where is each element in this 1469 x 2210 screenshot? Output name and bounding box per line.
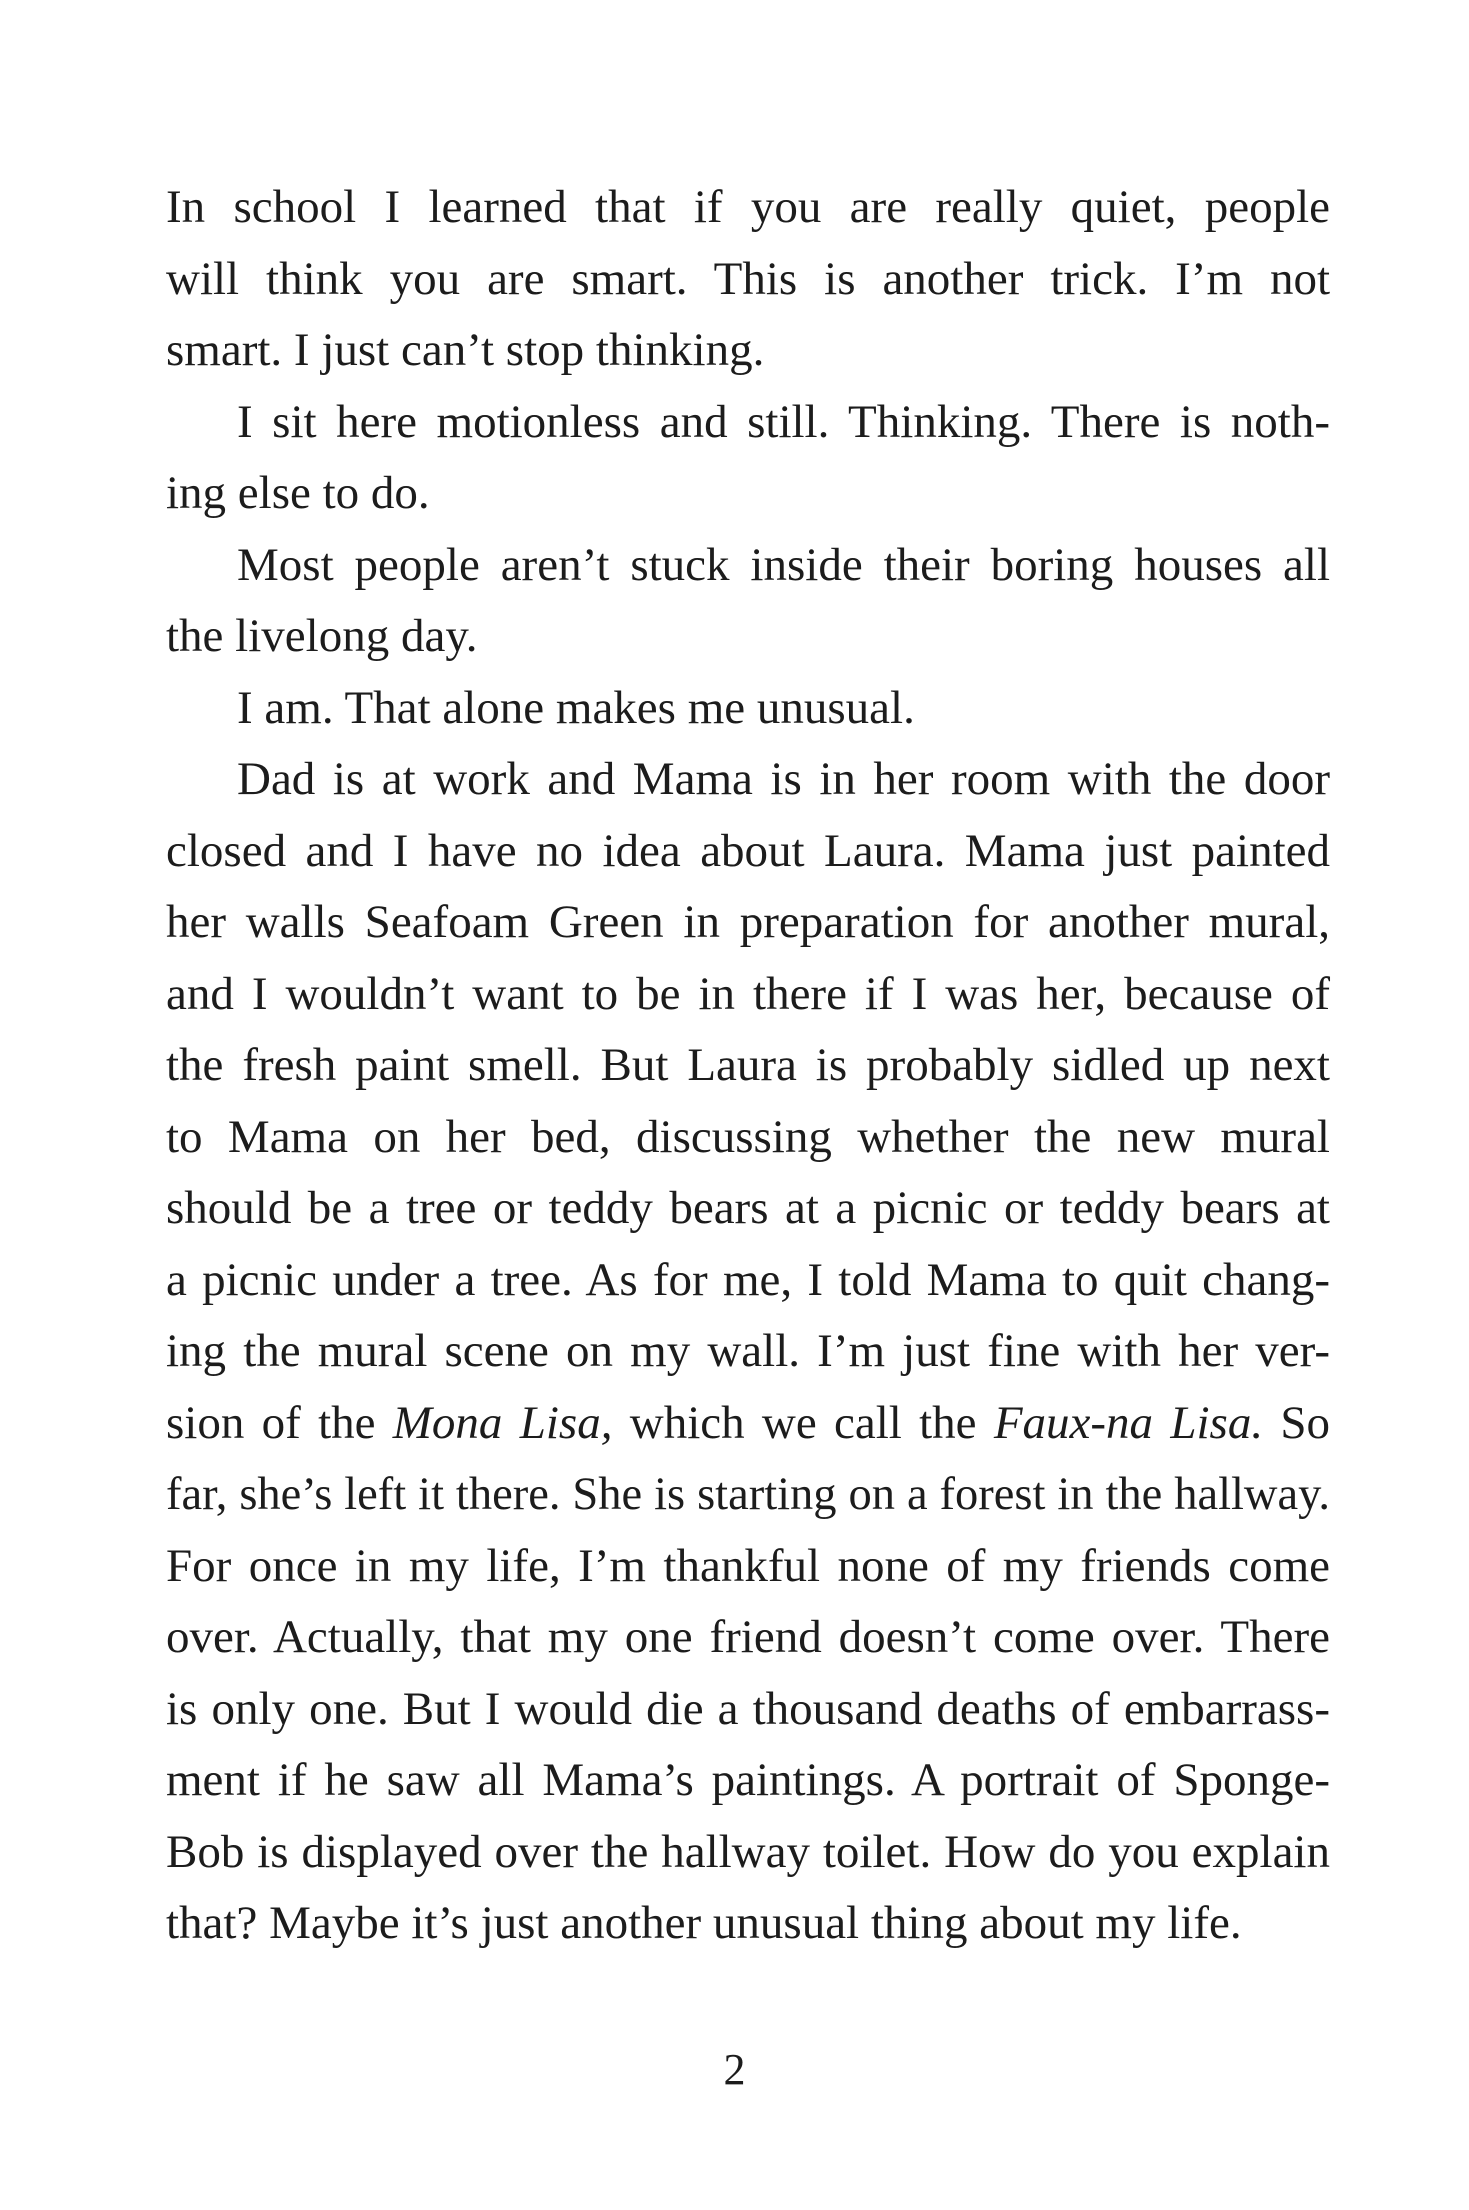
text-line: far, she’s left it there. She is starting on a forest in the hallway. [166,1469,1330,1520]
text-line: ing the mural scene on my wall. I’m just fine with her ver- [166,1325,1330,1377]
text-line: the fresh paint smell. But Laura is probably sidled up next [166,1039,1330,1091]
text-line: should be a tree or teddy bears at a picnic or teddy bears at [166,1182,1330,1234]
text-line: For once in my life, I’m thankful none of my friends come [166,1539,1330,1592]
text-line: I am. That alone makes me unusual. [237,681,915,734]
text-line: to Mama on her bed, discussing whether the new mural [166,1110,1330,1163]
text-line: that? Maybe it’s just another unusual thing about my life. [166,1897,1242,1949]
page-number: 2 [723,2045,746,2094]
text-line: closed and I have no idea about Laura. Mama just painted [166,824,1330,877]
text-line: Bob is displayed over the hallway toilet. How do you explain [166,1825,1330,1878]
body-text [166,172,1330,1960]
text-line: sion of the Mona Lisa, which we call the Faux-na Lisa. So [166,1396,1331,1449]
text-line: and I wouldn’t want to be in there if I was her, because of [166,967,1330,1020]
text-line: a picnic under a tree. As for me, I told Mama to quit chang- [166,1253,1330,1306]
text-line: will think you are smart. This is another trick. I’m not [166,252,1330,305]
text-line: ing else to do. [166,467,430,519]
text-line: ment if he saw all Mama’s paintings. A portrait of Sponge- [166,1754,1330,1806]
italic-title: Mona Lisa, [392,1396,613,1449]
text-line: the livelong day. [166,610,478,662]
text-line: is only one. But I would die a thousand deaths of embarrass- [166,1682,1330,1735]
text-line: I sit here motionless and still. Thinking. There is noth- [237,395,1330,448]
text-line: Dad is at work and Mama is in her room with the door [237,753,1330,805]
text-line: her walls Seafoam Green in preparation for another mural, [166,896,1330,948]
text-line: over. Actually, that my one friend doesn’t come over. There [166,1611,1330,1663]
text-line: In school I learned that if you are really quiet, people [166,181,1330,233]
text-line: Most people aren’t stuck inside their boring houses all [237,538,1330,591]
text-line: smart. I just can’t stop thinking. [166,324,765,376]
italic-title: Faux-na Lisa. [993,1396,1264,1449]
